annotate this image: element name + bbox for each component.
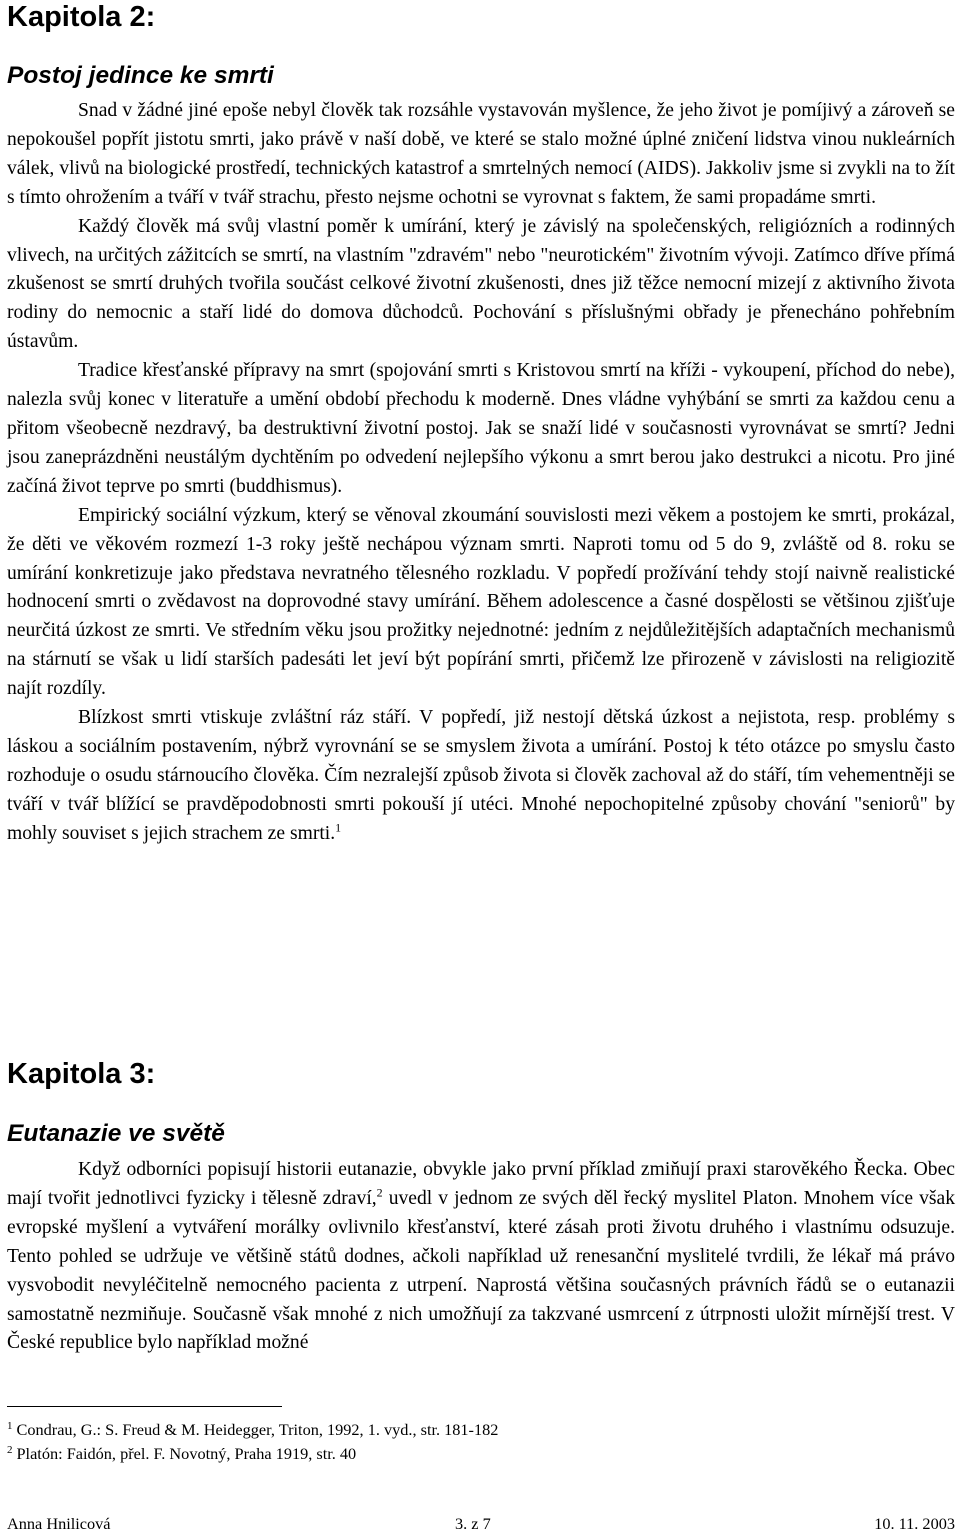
chapter-3-subheading: Eutanazie ve světě bbox=[7, 1120, 225, 1147]
paragraph: Snad v žádné jiné epoše nebyl člověk tak rozsáhle vystavován myšlence, že jeho život je pomíjivý a zároveň se nepokoušel popřít jistotu smrti, jako právě v naší době, ve které se stalo možné úplné zničení lidstva vinou nukleárních válek, vlivů na biologické prostředí, technických katastrof a smrtelných nemocí (AIDS). Jakkoliv jsme si zvykli na to žít s tímto ohrožením a tváří v tvář strachu, přesto nejsme ochotni se vyrovnat s faktem, že sami propadáme smrti. bbox=[7, 100, 955, 208]
paragraph-text: Blízkost smrti vtiskuje zvláštní ráz stáří. V popředí, již nestojí dětská úzkost a nejistota, resp. problémy s láskou a sociálním postavením, nýbrž vyrovnání se se smyslem života a umírání. Postoj k této otázce po smyslu často rozhoduje o osudu stárnoucího člověka. Čím nezralejší způsob života si člověk zachoval až do stáří, tím vehementněji se tváří v tvář blížící se pravděpodobnosti smrti pokouší jí utéci. Mnohé nepochopitelné způsoby chování "seniorů" by mohly souviset s jejich strachem ze smrti. bbox=[7, 707, 955, 844]
chapter-2-body bbox=[7, 97, 955, 849]
footnote-1 bbox=[7, 1418, 955, 1442]
paragraph: Tradice křesťanské přípravy na smrt (spojování smrti s Kristovou smrtí na kříži - vykoupení, příchod do nebe), nalezla svůj konec v literatuře a umění období přechodu k moderně. Dnes vládne vyhýbání se smrti za každou cenu a přitom všeobecně nezdravý, ba destruktivní životní postoj. Jak se snaží lidé v současnosti vyrovnávat se smrtí? Jedni jsou zaneprázdněni neustálým dychtěním po odvedení nejlepšího výkonu a smrt berou jako destrukci a nicotu. Pro jiné začíná život teprve po smrti (buddhismus). bbox=[7, 360, 955, 497]
footnote-2 bbox=[7, 1442, 955, 1466]
footer-author: Anna Hnilicová bbox=[7, 1514, 111, 1533]
footer-page-number: 3. z 7 bbox=[455, 1514, 491, 1533]
paragraph-text: uvedl v jednom ze svých děl řecký myslitel Platon. Mnohem více však evropské myšlení a vytváření morálky ovlivnilo křesťanství, které zásah proti životu druhého i vlastnímu odsuzuje. Tento pohled se udržuje ve většině států dodnes, ačkoli například už renesanční myslitelé tvrdili, že lékař má právo vysvobodit nevyléčitelně nemocného pacienta z utrpení. Naprostá většina současných právních řádů se o eutanazii samostatně nezmiňuje. Současně však mnohé z nich umožňují za takzvané usmrcení z útrpnosti uložit mírnější trest. V České republice bylo například možné bbox=[7, 1187, 956, 1354]
chapter-3-body bbox=[7, 1156, 955, 1358]
paragraph bbox=[7, 1156, 955, 1358]
footnote-number: 2 bbox=[7, 1443, 13, 1456]
chapter-2-subheading: Postoj jedince ke smrti bbox=[7, 62, 274, 89]
chapter-3-heading: Kapitola 3: bbox=[7, 1058, 156, 1090]
footer-date: 10. 11. 2003 bbox=[874, 1514, 955, 1533]
footnote-ref-2: 2 bbox=[376, 1185, 383, 1200]
footnote-text: Platón: Faidón, přel. F. Novotný, Praha 1919, str. 40 bbox=[16, 1444, 357, 1463]
paragraph-text: Když odborníci popisují historii eutanazie, obvykle jako první příklad zmiňují praxi starověkého Řecka. Obec mají tvořit jednotlivci fyzicky i tělesně zdraví, bbox=[7, 1159, 955, 1209]
footnote-ref-1: 1 bbox=[335, 820, 342, 835]
chapter-2-heading: Kapitola 2: bbox=[7, 1, 156, 33]
footnote-number: 1 bbox=[7, 1419, 13, 1432]
footnotes bbox=[7, 1418, 955, 1466]
footnote-divider bbox=[7, 1406, 282, 1407]
paragraph: Každý člověk má svůj vlastní poměr k umírání, který je závislý na společenských, religiózních a rodinných vlivech, na určitých zážitcích se smrtí, na vlastním "zdravém" nebo "neurotickém" životním vývoji. Zatímco dříve přímá zkušenost se smrtí druhých tvořila součást celkové životní zkušenosti, dnes již těžce nemocní mizejí z aktivního života rodiny do nemocnic a staří lidé do domova důchodců. Pochování s příslušnými obřady je přenecháno pohřebním ústavům. bbox=[7, 215, 955, 353]
page-footer bbox=[7, 1514, 955, 1536]
paragraph: Empirický sociální výzkum, který se věnoval zkoumání souvislosti mezi věkem a postojem ke smrti, prokázal, že děti ve věkovém rozmezí 1-3 roky ještě nechápou význam smrti. Naproti tomu od 5 do 9, zvláště od 8. roku se umírání konkretizuje jako představa nevratného tělesného rozkladu. V popředí prožívání tehdy stojí naivně realistické hodnocení smrti o zvědavost na doprovodné stavy umírání. Během adolescence a časné dospělosti se většinou zjišťuje neurčitá úzkost ze smrti. Ve středním věku jsou prožitky nejednotné: jedním z nejdůležitějších adaptačních mechanismů na stárnutí se však u lidí starších padesáti let jeví být popírání smrti, přičemž lze přirozeně v závislosti na religiozitě najít rozdíly. bbox=[7, 504, 955, 700]
footnote-text: Condrau, G.: S. Freud & M. Heidegger, Triton, 1992, 1. vyd., str. 181-182 bbox=[16, 1420, 499, 1439]
paragraph bbox=[7, 704, 955, 849]
